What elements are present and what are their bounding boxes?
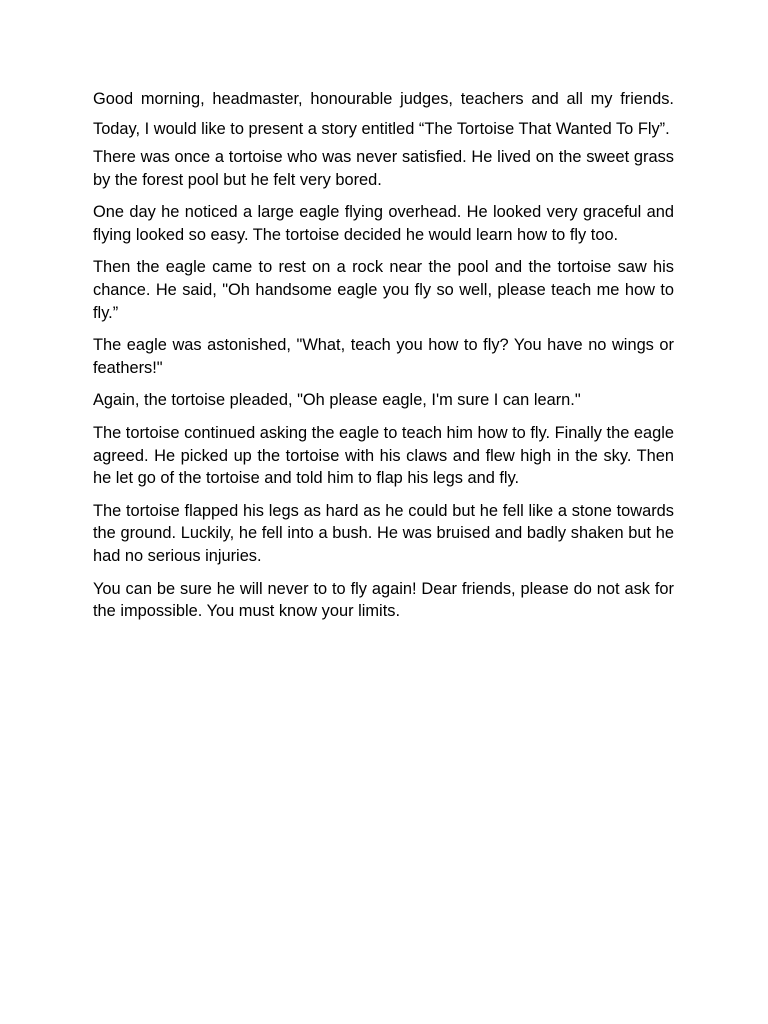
paragraph-eagle-overhead: One day he noticed a large eagle flying overhead. He looked very graceful and flying looked so easy. The tortoise decided he would learn how to fly too. bbox=[93, 203, 674, 244]
document-page bbox=[93, 85, 674, 633]
paragraph-intro: Good morning, headmaster, honourable judges, teachers and all my friends. Today, I would like to present a story entitled “The Tortoise That Wanted To Fly”. bbox=[93, 90, 674, 138]
paragraph-tortoise-unsatisfied: There was once a tortoise who was never satisfied. He lived on the sweet grass by the forest pool but he felt very bored. bbox=[93, 148, 674, 189]
paragraph-moral: You can be sure he will never to to fly again! Dear friends, please do not ask for the impossible. You must know your limits. bbox=[93, 579, 674, 621]
paragraph-tortoise-pleads: Again, the tortoise pleaded, "Oh please eagle, I'm sure I can learn." bbox=[93, 391, 581, 410]
paragraph-eagle-astonished: The eagle was astonished, "What, teach you how to fly? You have no wings or feathers!" bbox=[93, 336, 674, 377]
paragraph-eagle-rests: Then the eagle came to rest on a rock near the pool and the tortoise saw his chance. He said, "Oh handsome eagle you fly so well, please teach me how to fly.” bbox=[93, 258, 674, 322]
paragraph-eagle-agrees: The tortoise continued asking the eagle to teach him how to fly. Finally the eagle agreed. He picked up the tortoise with his claws and flew high in the sky. Then he let go of the tortoise and told him to flap his legs and fly. bbox=[93, 423, 674, 488]
paragraph-tortoise-falls: The tortoise flapped his legs as hard as he could but he fell like a stone towards the ground. Luckily, he fell into a bush. He was bruised and badly shaken but he had no serious injuries. bbox=[93, 501, 674, 565]
